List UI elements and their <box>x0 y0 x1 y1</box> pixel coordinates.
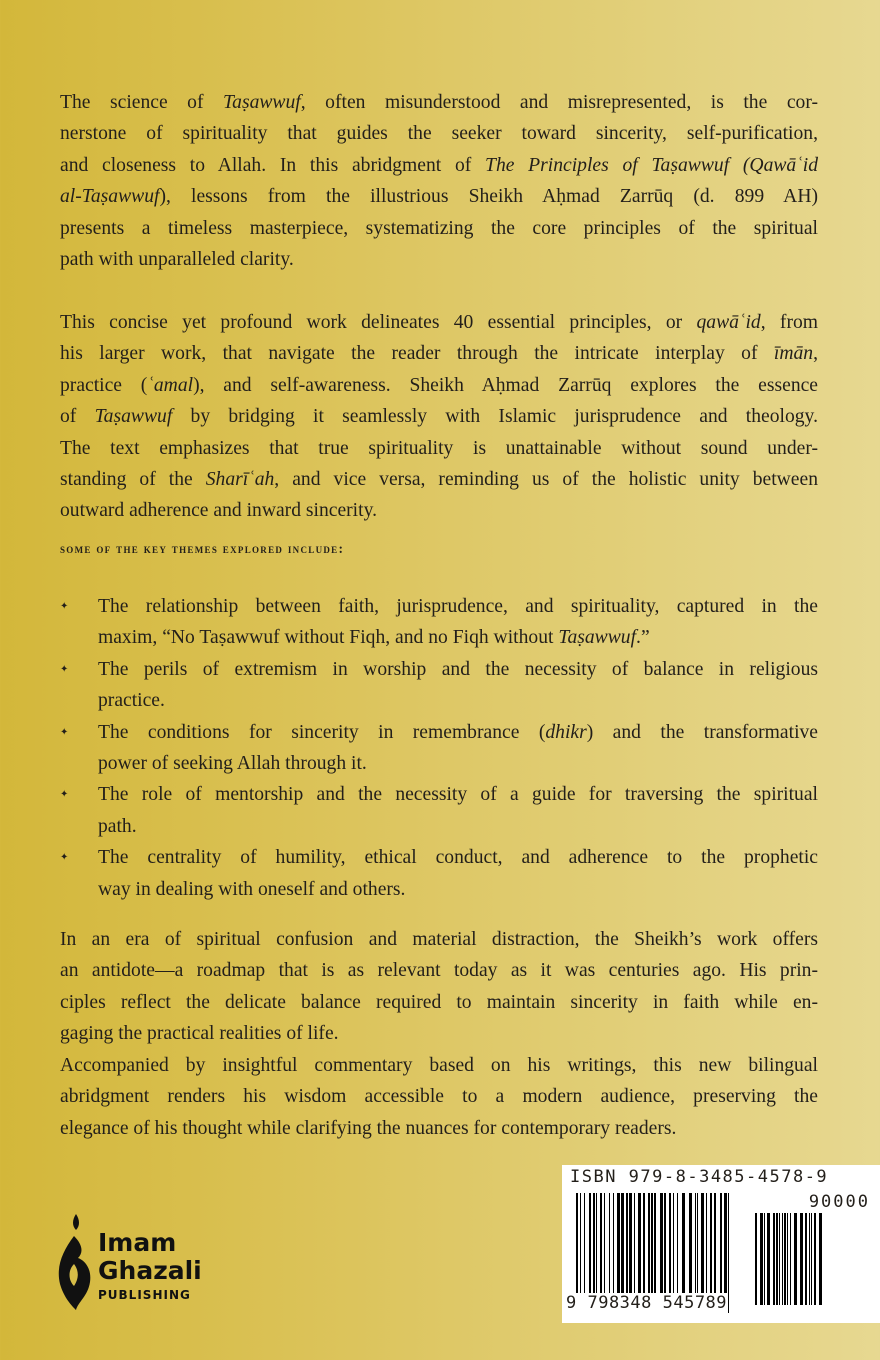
text-span: way in dealing with oneself and others. <box>98 878 406 900</box>
italic-term: ʿamal <box>147 374 194 396</box>
text-span: , from <box>760 312 819 333</box>
text-line <box>98 779 818 810</box>
addon-bar <box>755 1213 757 1305</box>
addon-bar <box>784 1213 786 1305</box>
text-line <box>98 685 818 716</box>
theme-item <box>60 654 818 717</box>
italic-term: īmān <box>773 343 814 365</box>
text-line <box>60 1018 818 1049</box>
addon-bar <box>811 1213 812 1305</box>
text-line <box>60 464 818 495</box>
theme-item <box>60 591 818 654</box>
text-span: of <box>60 406 95 428</box>
italic-term: al-Taṣawwuf <box>60 186 160 208</box>
text-line <box>60 495 818 526</box>
addon-bar <box>779 1213 780 1305</box>
text-line <box>60 118 818 149</box>
themes-heading: some of the key themes explored include: <box>60 541 345 556</box>
addon-bar <box>814 1213 816 1305</box>
text-span: an antidote—a roadmap that is as relevant today as it was centuries ago. His prin- <box>60 960 818 982</box>
bullet-star-icon: ✦ <box>60 663 69 675</box>
italic-term: Taṣawwuf <box>223 92 301 113</box>
text-span: This concise yet profound work delineates 40 essential principles, or <box>60 312 697 333</box>
addon-bar <box>764 1213 765 1305</box>
text-line <box>60 244 818 275</box>
italic-term: Taṣawwuf <box>558 627 637 649</box>
publisher-name-line2: Ghazali <box>98 1256 202 1285</box>
description-paragraph-1 <box>60 87 818 275</box>
bullet-star-icon: ✦ <box>60 726 69 738</box>
text-line <box>98 717 818 748</box>
isbn-text: ISBN 979-8-3485-4578-9 <box>570 1167 829 1187</box>
text-line <box>60 150 818 181</box>
text-span: In an era of spiritual confusion and material distraction, the Sheikh’s work offers <box>60 929 818 950</box>
italic-term: Sharīʿah <box>205 468 275 490</box>
addon-bar <box>805 1213 807 1305</box>
text-line <box>98 874 818 905</box>
text-span: The text emphasizes that true spirituality is unattainable without sound under- <box>60 437 818 459</box>
text-span: ciples reflect the delicate balance required to maintain sincerity in faith while en- <box>60 991 818 1013</box>
text-span: The role of mentorship and the necessity of a guide for traversing the spiritual <box>98 784 818 806</box>
text-line <box>60 370 818 401</box>
bullet-star-icon: ✦ <box>60 852 69 864</box>
text-span: by bridging it seamlessly with Islamic jurisprudence and theology. <box>172 406 818 428</box>
text-line <box>60 213 818 244</box>
text-span: and closeness to Allah. In this abridgment of <box>60 154 486 176</box>
text-span: ), lessons from the illustrious Sheikh Aḥmad Zarrūq (d. 899 AH) <box>159 186 818 208</box>
addon-bar <box>800 1213 803 1305</box>
theme-item <box>60 717 818 780</box>
text-span: presents a timeless masterpiece, systematizing the core principles of the spiritual <box>60 217 818 239</box>
themes-list <box>60 591 818 905</box>
text-span: ), and self-awareness. Sheikh Aḥmad Zarrūq explores the essence <box>193 374 819 396</box>
addon-bar <box>773 1213 775 1305</box>
text-span: outward adherence and inward sincerity. <box>60 500 377 522</box>
text-line <box>98 748 818 779</box>
text-span: nerstone of spirituality that guides the seeker toward sincerity, self-purification, <box>60 123 818 145</box>
addon-bar <box>776 1213 778 1305</box>
addon-bar <box>782 1213 783 1305</box>
italic-term: qawāʿid <box>696 312 761 333</box>
text-span: , <box>813 343 818 365</box>
description-paragraph-4 <box>60 1050 818 1141</box>
text-span: standing of the <box>60 468 206 490</box>
barcode-addon-number: 90000 <box>808 1192 870 1212</box>
text-line <box>60 1113 818 1141</box>
text-span: The perils of extremism in worship and the necessity of balance in religious <box>98 658 818 680</box>
description-paragraph-2 <box>60 307 818 527</box>
theme-item <box>60 779 818 842</box>
text-line <box>98 842 818 873</box>
text-span: The conditions for sincerity in remembrance ( <box>98 721 546 743</box>
text-line <box>60 955 818 986</box>
description-paragraph-3 <box>60 924 818 1050</box>
bullet-star-icon: ✦ <box>60 601 69 612</box>
text-line <box>60 401 818 432</box>
publisher-name-line1: Imam <box>98 1228 177 1257</box>
publisher-logo <box>56 1212 236 1312</box>
italic-term: The Principles of Taṣawwuf (Qawāʿid <box>485 154 818 176</box>
text-span: practice ( <box>60 374 148 396</box>
text-span: , often misunderstood and misrepresented, is the cor- <box>300 92 818 113</box>
text-span: .” <box>636 627 650 649</box>
text-span: path. <box>98 815 137 837</box>
text-span: his larger work, that navigate the reader through the intricate interplay of <box>60 343 774 365</box>
text-span: gaging the practical realities of life. <box>60 1023 339 1045</box>
text-span: practice. <box>98 690 165 712</box>
text-line <box>60 924 818 955</box>
text-line <box>98 811 818 842</box>
text-span: The centrality of humility, ethical conduct, and adherence to the prophetic <box>98 847 818 869</box>
text-span: , and vice versa, reminding us of the holistic unity between <box>274 468 818 490</box>
addon-bar <box>790 1213 791 1305</box>
text-span: maxim, “No Taṣawwuf without Fiqh, and no Fiqh without <box>98 627 559 649</box>
text-line <box>60 1050 818 1081</box>
addon-bar <box>819 1213 822 1305</box>
addon-bar <box>794 1213 797 1305</box>
addon-bar <box>787 1213 788 1305</box>
text-span: power of seeking Allah through it. <box>98 752 367 774</box>
flame-logo-icon <box>56 1212 96 1312</box>
italic-term: dhikr <box>545 721 587 743</box>
text-span: elegance of his thought while clarifying the nuances for contemporary readers. <box>60 1117 677 1139</box>
text-line <box>60 987 818 1018</box>
text-span: ) and the transformative <box>586 721 819 743</box>
text-line <box>98 654 818 685</box>
theme-item <box>60 842 818 905</box>
barcode-bar <box>728 1193 729 1313</box>
addon-bar <box>809 1213 810 1305</box>
barcode-number: 9 798348 545789 <box>566 1293 728 1313</box>
text-span: path with unparalleled clarity. <box>60 248 294 270</box>
text-line <box>60 181 818 212</box>
text-line <box>60 87 818 118</box>
text-span: The relationship between faith, jurisprudence, and spirituality, captured in the <box>98 596 818 617</box>
text-line <box>98 591 818 622</box>
text-span: abridgment renders his wisdom accessible to a modern audience, preserving the <box>60 1086 818 1108</box>
bullet-star-icon: ✦ <box>60 789 69 801</box>
text-line <box>60 1081 818 1112</box>
text-line <box>60 338 818 369</box>
publisher-name-line3: PUBLISHING <box>98 1288 191 1302</box>
text-span: Accompanied by insightful commentary based on his writings, this new bilingual <box>60 1055 818 1076</box>
text-line <box>98 622 818 653</box>
isbn-barcode <box>562 1165 880 1323</box>
text-line <box>60 433 818 464</box>
italic-term: Taṣawwuf <box>94 406 173 428</box>
text-span: The science of <box>60 92 224 113</box>
addon-bar <box>767 1213 770 1305</box>
addon-bar <box>760 1213 763 1305</box>
text-line <box>60 307 818 338</box>
